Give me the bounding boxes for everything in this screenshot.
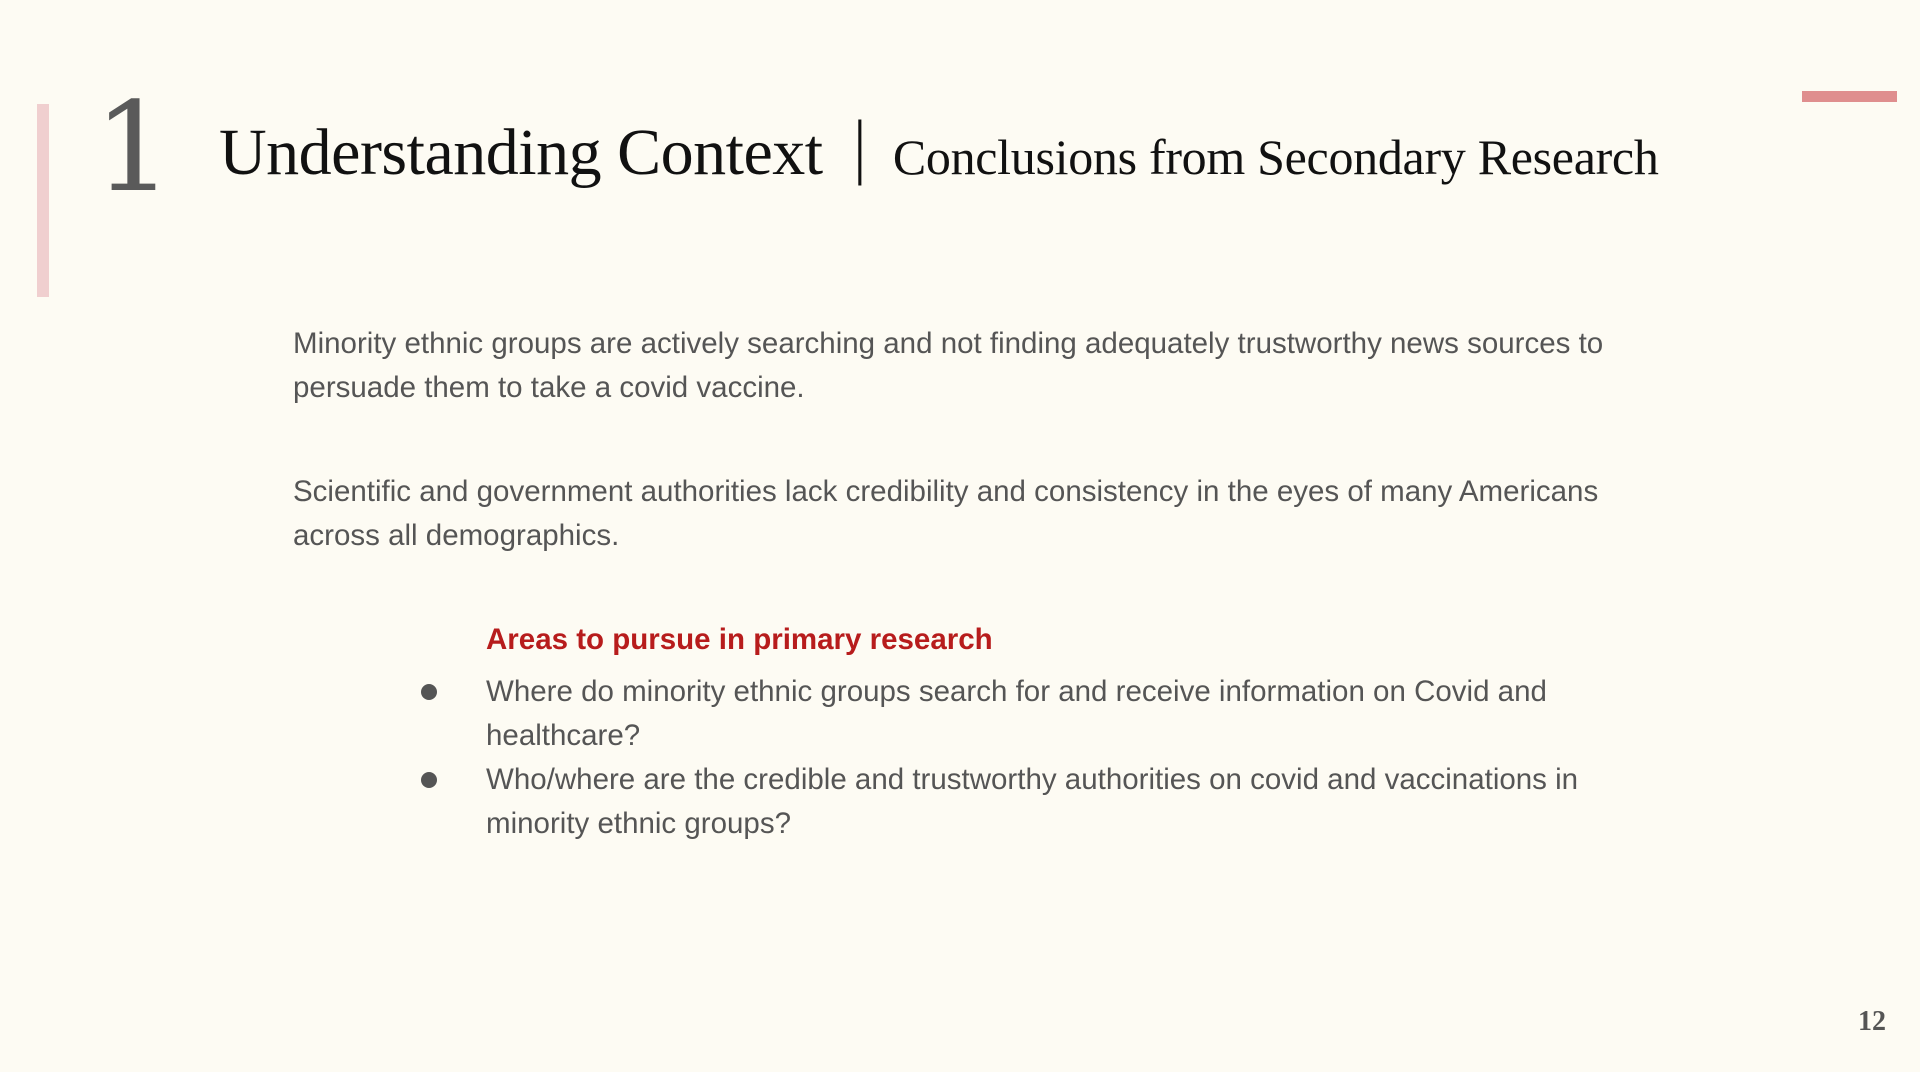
bullet-dot-icon <box>421 772 437 788</box>
section-number: 1 <box>94 76 169 220</box>
paragraph-authorities: Scientific and government authorities lack credibility and consistency in the eyes of many Americans across all demographics. <box>293 475 1599 552</box>
bullet-dot-icon <box>421 684 437 700</box>
title-subtitle: Conclusions from Secondary Research <box>892 129 1659 185</box>
title-separator: | <box>848 109 871 186</box>
research-heading: Areas to pursue in primary research <box>486 623 993 656</box>
page-number: 12 <box>1858 1006 1886 1037</box>
top-right-accent-bar <box>1802 91 1897 102</box>
left-accent-bar <box>37 104 49 297</box>
list-item <box>486 758 1616 846</box>
research-item-text: Where do minority ethnic groups search for and receive information on Covid and healthcare? <box>486 675 1547 752</box>
paragraph-news-sources: Minority ethnic groups are actively searching and not finding adequately trustworthy news sources to persuade them to take a covid vaccine. <box>293 327 1604 404</box>
title-main: Understanding Context <box>219 116 823 189</box>
slide-title <box>219 110 1659 199</box>
list-item <box>486 670 1616 758</box>
research-list <box>486 670 1616 846</box>
research-item-text: Who/where are the credible and trustworthy authorities on covid and vaccinations in minority ethnic groups? <box>486 763 1579 840</box>
